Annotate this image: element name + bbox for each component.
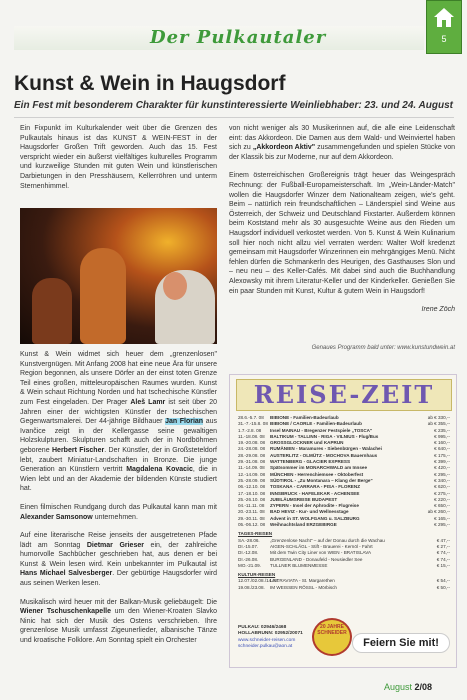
- trip-date: DI.-15.07.: [238, 543, 259, 549]
- trip-name: TULLNER BLUMENMESSE: [270, 562, 328, 568]
- trip-price: ab € 355,--: [427, 421, 450, 427]
- trip-price: ab € 260,--: [427, 509, 450, 515]
- trip-date: 06.-12.10. 08: [238, 484, 266, 490]
- artist-name-highlighted: Jan Florian: [165, 418, 204, 426]
- trip-name: WATTENBERG - GLACIER EXPRESS: [270, 459, 351, 465]
- film-paragraph: [20, 503, 217, 522]
- trip-list: [238, 415, 450, 591]
- trip-date: 29.-30.11. 08: [238, 515, 265, 521]
- trip-date: 25.-26.10. 08: [238, 496, 266, 502]
- trip-row: [238, 563, 450, 569]
- article-title: Kunst & Wein in Haugsdorf: [14, 72, 286, 95]
- trip-row: [238, 522, 450, 528]
- trip-name: GROSSGLOCKNER und KAPRUN: [270, 440, 344, 446]
- trip-date: 1.7.-2.8. 08: [238, 427, 262, 433]
- trip-name: Mit dem Twin City Liner von WIEN - BRATISLAVA: [270, 550, 372, 556]
- trip-price: € 275,--: [434, 490, 450, 496]
- trip-price: € 220,--: [434, 496, 450, 502]
- trip-name: „Grenzenlose Nacht" – auf der Donau durch die Wachau: [270, 537, 385, 543]
- intro-paragraph: Ein Fixpunkt im Kulturkalender weit über die Grenzen des Pulkautals hinaus ist das KUNST & WEIN-FEST in der Haugsdorfer Großen Trift geworden. Auch das 15. Fest verspricht wieder ein äußerst vielfältiges kulturelles Programm und kurzweilige Stunden mit guten Wein und künstlerischen Darbietungen in den Presshäusern, Kellerröhren und unterm Sternenhimmel.: [20, 125, 217, 190]
- artist-name: Magdalena Kovacic: [126, 466, 193, 474]
- text-span: ein, der zahlreiche humorvolle Sachbücher geschrieben hat, aus denen er bei Kunst & Wein lesen wird. Kein unbekannter im Pulkautal ist: [20, 541, 217, 568]
- trip-name: Spätsommer im MONARCHWALD am Innsee: [270, 465, 367, 471]
- trip-date: 24.-28.08. 08: [238, 446, 266, 452]
- trip-date: 05.-06.12. 08: [238, 522, 266, 528]
- text-span: von nicht weniger als 30 Musikerinnen auf, die alle eine Leidenschaft eint: das Akkordeon. Die Damen aus dem Wald- und Weinviertel haben sich zu: [229, 125, 455, 152]
- text-span: Einen filmischen Rundgang durch das Pulkautal kann man mit: [20, 503, 217, 511]
- trip-date: 12.-14.09. 08: [238, 471, 266, 477]
- trip-price: € 340,--: [434, 477, 450, 483]
- text-span: Musikalisch wird heuer mit der Balkan-Musik geliebäugelt: Die: [20, 598, 217, 606]
- trip-price: € 295,--: [434, 471, 450, 477]
- trip-date: 19.08./23.08.: [238, 584, 265, 590]
- left-column-bottom: [20, 350, 217, 655]
- trip-date: 17.-18.10. 08: [238, 490, 266, 496]
- music-paragraph: [20, 598, 217, 646]
- trip-date: DI.-12.08.: [238, 550, 259, 556]
- artist-name: Wiener Tschuschenkapelle: [20, 608, 111, 616]
- trip-price: € 295,--: [434, 522, 450, 528]
- trip-name: RUMÄNIEN - Maramures - Siebenbürgen - Walachei: [270, 446, 382, 452]
- text-span: Auf eine literarische Reise jenseits der ausgetretenen Pfade lädt am Sonntag: [20, 532, 217, 549]
- celebrate-slogan: Feiern Sie mit!: [352, 633, 450, 653]
- trip-price: € 15,--: [436, 562, 450, 568]
- program-note: Genaues Programm bald unter: www.kunstundwein.at: [311, 345, 455, 351]
- trip-date: DI.-26.08.: [238, 556, 259, 562]
- trip-name: BAD HEVIZ - Kur- und Wellnesstage: [270, 509, 349, 515]
- trip-name: JUBILÄUMSREISE BUDAPEST: [270, 496, 338, 502]
- photo-person: [80, 248, 126, 344]
- trip-name: Weihnachtsland ERZGEBIRGE: [270, 522, 337, 528]
- contact-email[interactable]: schneider.pulkau@aon.at: [238, 643, 293, 649]
- artist-name: Aleš Lamr: [130, 398, 166, 406]
- article-subtitle: Ein Fest mit besonderem Charakter für kunstinteressierte Weinliebhaber: 23. und 24. August: [14, 100, 453, 111]
- trip-price: € 620,--: [434, 484, 450, 490]
- photo-face: [163, 272, 187, 300]
- trip-row: [238, 585, 450, 591]
- trip-date: 28.-29.08. 08: [238, 452, 266, 458]
- text-span: unternehmen.: [94, 513, 138, 521]
- trip-price: € 160,--: [434, 440, 450, 446]
- trip-date: 12.07./02.08./14.08.: [238, 578, 279, 584]
- trip-price: € 995,--: [434, 433, 450, 439]
- trip-name: SÜDTIROL - „Zu Montanara – Klang der Berge": [270, 477, 373, 483]
- trip-price: ab € 330,--: [427, 415, 450, 420]
- trip-name: Advent in ST. WOLFGANG u. SALZBURG: [270, 515, 360, 521]
- photo-person: [32, 278, 72, 344]
- festival-photo: [20, 208, 217, 344]
- trip-date: SA.-28.06.: [238, 537, 260, 543]
- trip-price: € 27,--: [436, 543, 450, 549]
- trip-price: € 47,--: [436, 537, 450, 543]
- text-span: ist seit über 20 Jahren einer der wichtigsten Künstler der tschechischen Gegenwartsmalerei. Der 44-jährige Bildhauer: [20, 398, 218, 426]
- masthead: [0, 0, 467, 58]
- trip-price: € 640,--: [434, 446, 450, 452]
- trip-price: € 50,--: [436, 584, 450, 590]
- accordion-paragraph: [229, 124, 455, 162]
- artist-name: Hans Michael Salvesberger: [20, 570, 113, 578]
- trip-name: TOSKANA - CARRARA - PISA - FLORENZ: [270, 484, 360, 490]
- artists-paragraph: [20, 350, 217, 494]
- trip-price: € 74,--: [436, 556, 450, 562]
- author: Irene Zöch: [421, 306, 455, 314]
- artist-name: Dietmar Grieser: [86, 541, 144, 549]
- footer-issue: 2/08: [414, 682, 433, 692]
- footer: [384, 682, 432, 692]
- trip-name: AIGEN-SCHLÄGL - Stift - Brauerei - Kernöl - Fahrt: [270, 543, 373, 549]
- trip-date: 19.-20.08. 08: [238, 440, 266, 446]
- right-column: [229, 124, 455, 315]
- trip-date: 11.-14.09. 08: [238, 465, 265, 471]
- contact-phone: PULKAU: 02946/2468: [238, 625, 287, 630]
- ad-title: REISE-ZEIT: [236, 379, 452, 411]
- house-icon: [432, 6, 456, 28]
- trip-name: AUSTERLITZ - OLMÜTZ - MOCHOVA Bauernhaus: [270, 452, 378, 458]
- page-number-box: [426, 0, 462, 54]
- trip-date: 29.-31.08. 08: [238, 459, 266, 465]
- trip-name: BALTIKUM - TALLINN - RIGA - VILNIUS - Flug/Bus: [270, 433, 379, 439]
- left-column-top: [20, 124, 217, 200]
- trip-date: 28.6.-5.7. 08: [238, 415, 264, 420]
- trip-price: € 54,--: [436, 578, 450, 584]
- trip-price: € 235,--: [434, 427, 450, 433]
- divider: [14, 117, 454, 118]
- trip-date: 11.-18.08. 08: [238, 433, 265, 439]
- anniversary-badge: 20 JAHRE SCHNEIDER: [312, 618, 352, 656]
- text-span: . Der Künstler, der in Großsteteldorf lebt, zaubert Miniatur-Landschaften in Bronze. Die junge Generation an Künstlern vertritt: [20, 446, 217, 474]
- artist-name: Herbert Fischer: [52, 446, 105, 454]
- section-heading: TAGES-REISEN: [238, 531, 273, 537]
- trip-price: € 175,--: [434, 452, 450, 458]
- text-span: zusammengefunden und spielen Stücke von der Klassik bis zur Moderne, nur auf dem Akkordeon.: [229, 144, 456, 161]
- contact-phone: HOLLABRUNN: 02952/20071: [238, 631, 303, 637]
- trip-date: MO.-21.09.: [238, 562, 261, 568]
- trip-date: 20.-23.11. 08: [238, 509, 265, 515]
- trip-name: Insel MAINAU - Bregenzer Festspiele „TOSCA": [270, 427, 373, 433]
- contact-website[interactable]: www.schneider-reisen.com: [238, 637, 296, 643]
- wine-paragraph: Einem österreichischen Großereignis trägt heuer das Weingespräch Rechnung: der Fußball-Europameisterschaft. Im „Wein-Länder-Match" wollen die Haugsdorfer Winzer dem Nationalteam zeigen, wie's geht. Beim – natürlich rein freundschaftlichen – Länderspiel sind Weine aus Österreich, der Schweiz und Deutschland Fixstarter. Außerdem können beim Koststand mehr als 30 ausgesuchte Weine aus den Rieden um Haugsdorf individuell verkostet werden. Von 5. Kunst & Wein Kulinarium soll hier noch nicht allzu viel verraten werden: Walter Wolf kredenzt gemeinsam mit Haugsdorfer Winzerinnen ein mehrgängiges Menü. Nicht fehlen dürfen die Schmankerln des Heurigen, des Gasthauses Slon und – neu neu – des Keller-Cafés. Mit dabei sind auch die Buchhandlung Alexowsky mit ihrem Literatur-Keller und der Kinderkeller. Genießen Sie ein paar Stunden mit Kunst, Kultur & gutem Wein in Haugsdorf!: [229, 172, 455, 295]
- trip-name: MÜNCHEN - Herrenchiemsee - Oktoberfest: [270, 471, 364, 477]
- literature-paragraph: [20, 531, 217, 589]
- trip-date: 04.-11.11. 08: [238, 503, 265, 509]
- group-name: „Akkordeon Aktiv": [252, 144, 316, 152]
- magazine-title: Der Pulkautaler: [150, 27, 327, 48]
- trip-price: € 165,--: [434, 515, 450, 521]
- text-span: . Der gebürtige Haugsdorfer wird aus seinen Werken lesen.: [20, 570, 217, 588]
- trip-name: BIBIONE - Familien-Badeurlaub: [270, 415, 339, 420]
- trip-date: 25.-28.09. 08: [238, 477, 266, 483]
- section-heading: KULTUR-REISEN: [238, 572, 276, 578]
- trip-name: LA TRAVIATA - St. Margarethen: [270, 578, 335, 584]
- trip-price: € 74,--: [436, 550, 450, 556]
- trip-price: € 399,--: [434, 459, 450, 465]
- text-span: aus Ivančice zeigt in der Kellergasse seine gewaltigen Holzskulpturen. Skulpturen schafft auch der in Nordböhmen geborene: [20, 418, 217, 454]
- trip-price: € 420,--: [434, 465, 450, 471]
- text-span: Kunst & Wein widmet sich heuer dem „grenzenlosen" Kunstvergnügen. Mit Anfang 2008 hat eine neue Ära für unsere Region begonnen, als unsere Dörfer an der einst toten Grenze Teil eines großen, mitteleuropäischen Raumes wurden. Kunst & Wein schaut Richtung Norden und hat tschechische Künstler zum Fest eingeladen. Der Prager: [20, 351, 217, 406]
- text-span: , die in Wien lebt und an der Akademie der bildenden Künste studiert hat.: [20, 466, 218, 493]
- footer-month: August: [384, 682, 413, 692]
- artist-name: Alexander Samsonow: [20, 513, 93, 521]
- trip-name: INNSBRUCK - HAFELEKAR - ACHENSEE: [270, 490, 360, 496]
- trip-name: IM WEISSEN RÖSSL - Mörbisch: [270, 584, 337, 590]
- trip-price: € 650,--: [434, 503, 450, 509]
- page-number: 5: [441, 34, 447, 44]
- trip-date: 31.-7.-15.8. 08: [238, 421, 268, 427]
- trip-name: BIBIONE / CAORLE - Familien-Badeurlaub: [270, 421, 362, 427]
- trip-name: ZYPERN - Insel der Aphrodite - Flugreise: [270, 503, 359, 509]
- text-span: um den Wiener-Kroaten Slavko Ninic hat sich der Musik des Ostens verschrieben. Ihre grenzenlose Musik umfasst Zigeunerlieder, albanische Tänze und kroatische Folklore. Am Sonntag spielt ein Orchester: [20, 608, 217, 645]
- trip-name: BURGENLAND - Donaufeld - Neusiedler See: [270, 556, 363, 562]
